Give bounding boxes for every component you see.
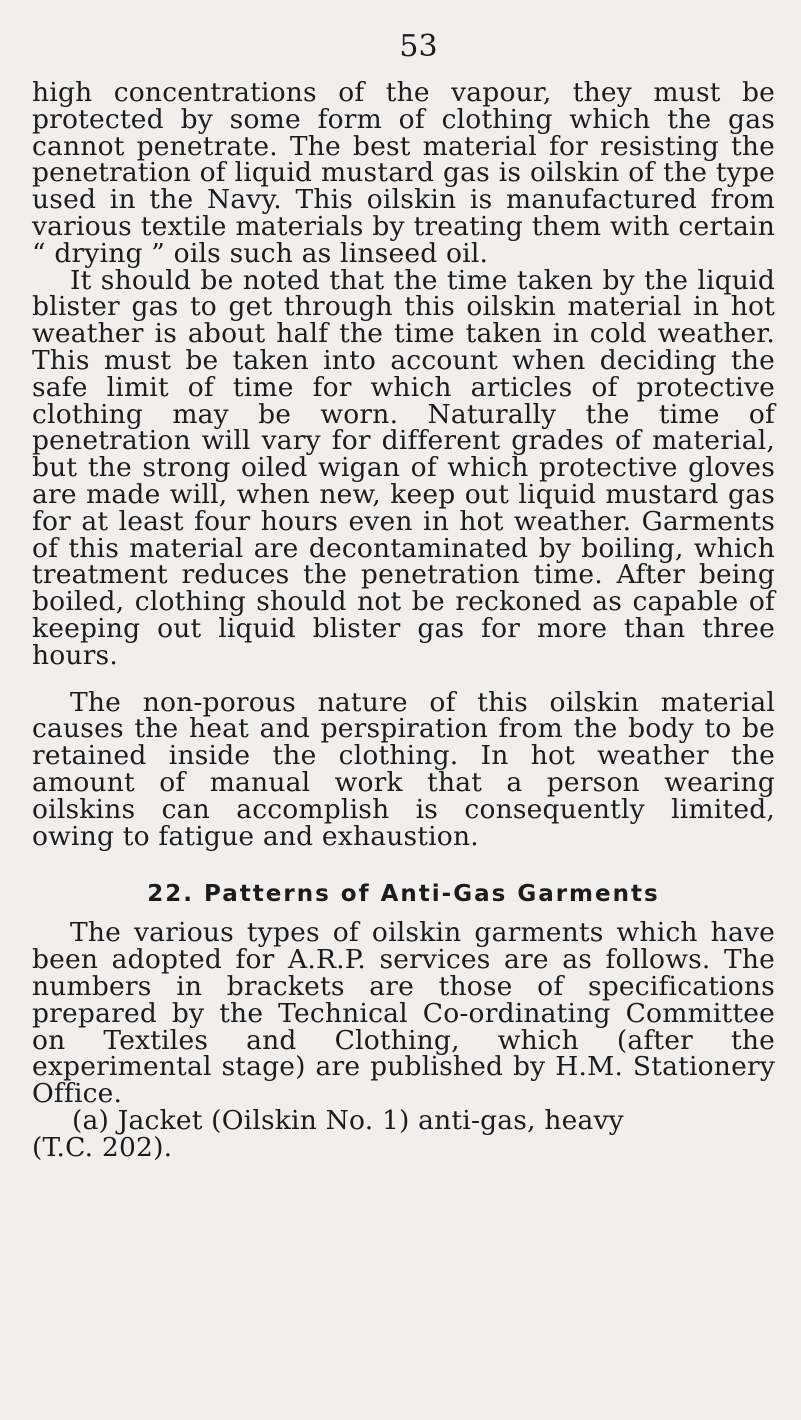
paragraph-garment-types-intro: The various types of oilskin garments which have been adopted for A.R.P. services are as follows. The numbers in brackets are those of specifications prepared by the Technical Co-ordinating Committee on Textiles and Clothing, which (after the experimental stage) are published by H.M. Stationery Office. (32, 917, 775, 1110)
paragraph-non-porous-nature: The non-porous nature of this oilskin material causes the heat and perspiration from the body to be retained inside the clothing. In hot weather the amount of manual work that a person wearing oilskins can accomplish is consequently limited, owing to fatigue and exhaustion. (32, 686, 775, 852)
section-heading: 22. Patterns of Anti-Gas Garments (147, 881, 660, 908)
paragraph-oilskin-protection: high concentrations of the vapour, they must be protected by some form of clothing which the gas cannot penetrate. The best material for resisting the penetration of liquid mustard gas is oilskin of the type used in the Navy. This oilskin is manufactured from various textile materials by treating them with certain “ drying ” oils such as linseed oil. (32, 77, 775, 269)
paragraph-penetration-time: It should be noted that the time taken by the liquid blister gas to get through this oilskin material in hot weather is about half the time taken in cold weather. This must be taken into account when deciding the safe limit of time for which articles of protective clothing may be worn. Naturally the time of penetration will vary for different grades of material, but the strong oiled wigan of which protective gloves are made will, when new, keep out liquid mustard gas for at least four hours even in hot weather. Garments of this material are decontaminated by boiling, which treatment reduces the penetration time. After being boiled, clothing should not be reckoned as capable of keeping out liquid blister gas for more than three hours. (32, 264, 775, 671)
page-number: 53 (399, 29, 438, 64)
list-item-jacket-line2: (T.C. 202). (32, 1131, 173, 1163)
list-item-jacket-line1: (a) Jacket (Oilskin No. 1) anti-gas, heavy (72, 1104, 624, 1136)
list-item-jacket (32, 1104, 775, 1163)
